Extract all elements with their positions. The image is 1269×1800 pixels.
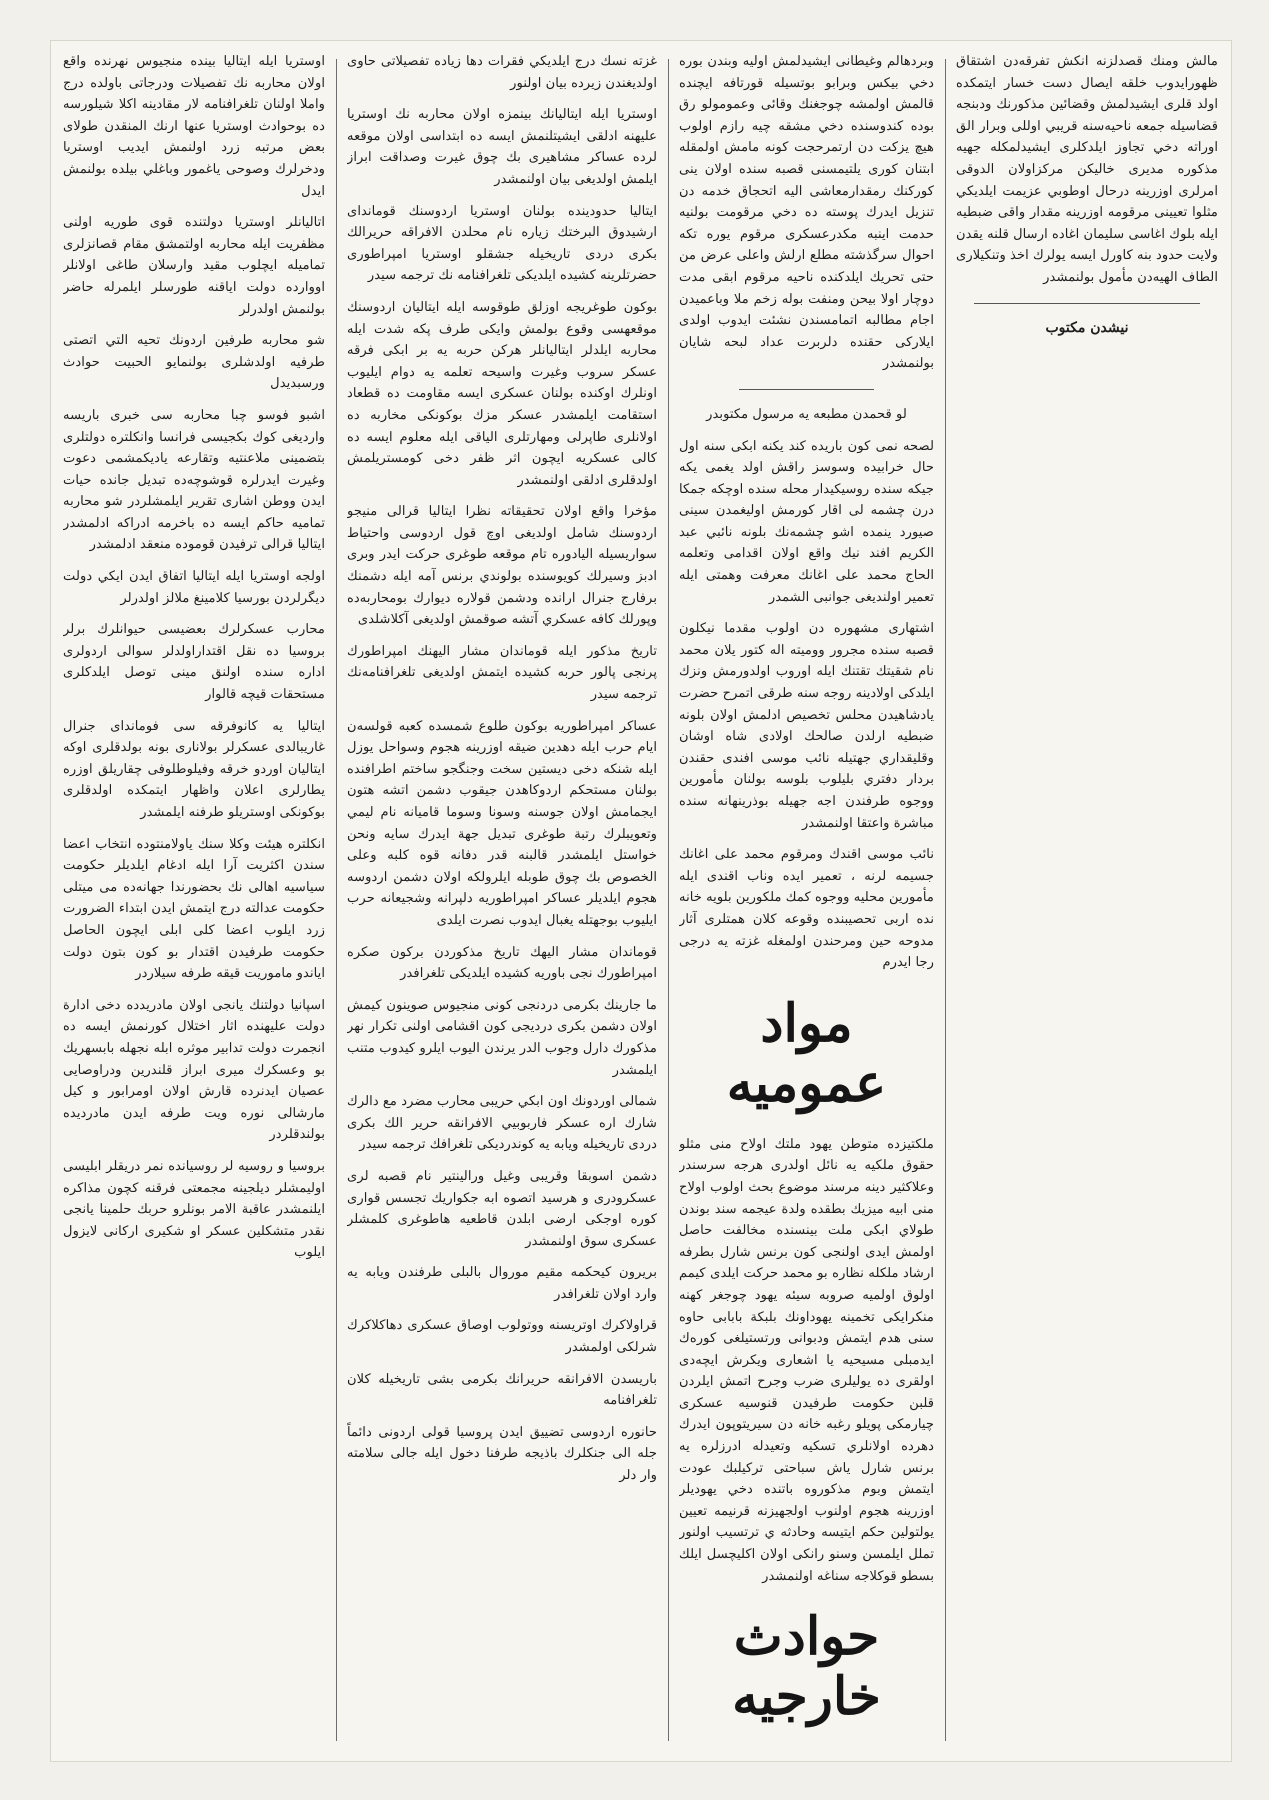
article-paragraph: اسپانيا دولتنك يانجى اولان مادريدده دخى ادارة دولت عليهنده اثار اختلال كورنمش ايسه ده انجمرت دولت تدابير موثره ابله نجهله بابسهريك بو وعسكرك ميرى ابراز قلندرين ودراوصايى عصيان ايدنرده قارش اولان اومرابور و كيل مارشالى نوره ويت طرفه ايدن مادرديده بولندقلردر	[63, 997, 325, 1143]
section-heading-general	[679, 994, 934, 1114]
letter-heading: نيشدن مكتوب	[1045, 319, 1129, 336]
article-paragraph: حانوره اردوسى تضييق ايدن پروسيا قولى اردونى دائماً جله الى جنكلرك باذيجه طرفنا دخول ايله جالى سلامته وار دلر	[347, 1424, 657, 1484]
section-separator	[974, 303, 1200, 304]
article-paragraph: اشتهارى مشهوره دن اولوب مقدما نيكلون قصبه سنده مجرور ووميته اله كتور يلان محمد نام شقيتك تقتنك ايله اوروب اولدورمش ونزك ايلدكى اولادينه روجه سنه طرقى اتمرح حضرت يادشاهيدن محلس تخصيص ادلمش اولان بلونه ضبطيه ارلدن صالحك اولادى شاه اوشان وقليقداري جهتيله نائب موسى افندى حقندن بردار دفتري بليلوب بلوسه بولنان مأمورين ووجوه طرفندن اجه جهيله بوذرينهانه سنده مباشرة واعتقا اولنمشدر	[679, 621, 934, 831]
column-4	[63, 51, 325, 1751]
column-3	[347, 51, 657, 1751]
article-paragraph: شمالى اوردونك اون ابكي حريبى محارب مضرد مع دالرك شارك اره عسكر فاربوبيي الافرانقه حرير الك بكرى دردى تاريخيله ويابه يه كوندرديكى تلغرافك ترجمه سيدر	[347, 1094, 657, 1153]
article-paragraph: ايتاليا حدودينده بولنان اوستريا اردوسنك قومانداى ارشيدوق البرختك زياره نام محلدن الافراقه حريرالك بكرى دردى تاريخيله جشقلو اوستريا امپراطورى حضرتلرينه كشيده ايلديكى تلغرافنامه نك ترجمه سيدر	[347, 203, 657, 284]
article-paragraph: مؤخرا واقع اولان تحقيقاته نظرا ايتاليا قرالى منيجو اردوسنك شامل اولديغى اوچ قول اردوسى واحتياط سواريسيله اليادوره تام موقعه طوغرى حركت ايدر وبرى ادبز وسيرلك كويوسنده بولوندي برنس آمه ايله دشمنك برفارج جنرال ارانده ودشمن قولاره ديوارك بومحاربه‌ده وپورلك كافه عسكري آتشه صوقمش اولديغى آكلاشلدى	[347, 504, 657, 628]
section-separator	[739, 389, 874, 390]
article-paragraph: ما جارينك بكرمى دردنجى كونى منجيوس صوينون كيمش اولان دشمن بكرى درديجى كون اقشامى اولنى تكرار نهر مذكورك دارل وجوب الدر يرندن اليوب ايلرو كيدوب متنب ايلمشدر	[347, 997, 657, 1078]
calligraphy-title: مواد عموميه	[726, 992, 887, 1114]
article-paragraph: شو محاربه طرفين اردونك تحيه التي اتصتى طرفيه اولدشلرى بولنمايو الحبيت حوادث ورسبديدل	[63, 333, 325, 392]
calligraphy-title: حوادث خارجيه	[732, 1606, 881, 1728]
article-paragraph: مالش ومنك قصدلزنه انكش تفرقه‌دن اشتقاق ظهورايدوب خلقه ايصال دست خسار ايتمكده اولد قلرى ايشيدلمش وقضائين مذكورنك ودبنجه قضاسيله جمعه ناحيه‌سنه قريبي اوللى وبرار الق اوراته دخي تجاوز ايلدكلرى ايشيدلمكله جهيه مذكوره مديرى خاليكن مركزاولان الدوقى امرلرى اوزرينه درحال اوطوبي عزيمت ايلديكي مثلوا تعيينى مرقومه اوزرينه مقدار واقى ضبطيه ايله بلوك اغاسى سليمان اغاده ارسال قلنه يقدن ولايت حدود بنه كاورل ايسه يولرك اخذ وتنكيلارى الطاف الهيه‌دن مأمول بولنمشدر	[956, 54, 1218, 285]
column-2	[679, 51, 934, 1751]
article-paragraph: نائب موسى اقندك ومرقوم محمد على اغانك جسيمه لرنه ، تعمير ايده وناب اقندى ايله مأمورين محليه ووجوه كمك ملكورين بلويه خانه نده اربى تحصيبنده وقوعه كلان همتلرى آثار مدوحه حين ومرحندن اولمغله غزته يه درجى رجا ايدرم	[679, 847, 934, 971]
article-paragraph: ملكتيزده متوطن يهود ملتك اولاح منى مثلو حقوق ملكيه ‌يه نائل اولدرى هرجه سرسندر وعلاكثير دينه مرسند موضوع بحث اولوب اولاح منى ابيه ميزيك بطقده ولدة عيجمه سند بوندن طولاي ابكى ملت بينسنده مخالفت حاصل اولمش ايدى اولنجى كون برنس شارل بطرفه ارشاد ملكله نظاره بو محمد حركت ايلدى كيمم اولوق اولميه صروبه سيئه يهود چوجغر كهنه منكرايكى تخمينه يهوداونك بلبكة بابابى حاوه سنى هدم ايتمش ودبوانى ورتستيلغى كوره‌ك ايدمبلى مسيحيه يا اشعارى ويكرش ايچه‌دى اولقرى ده يوليلرى ضرب وجرح اتمش ايلردن قلبن حكومت طرفيدن قنوسيه عسكرى چيارمكى پويلو رغبه خانه دن سيريتوپون ايدرك دهرده اولانلري تسكيه وتعيدله ادرزلره يه برنس شارل ياش سباحتى تركيلبك عودت ايتمش وبوم مذكوروه باتنده دخي يهوديلر اوزرينه هجوم اولنوب اولجهيزنه قرنيمه تعيين يولتولين حكم ايتيسه وحادثه ‌ي ترتسيب اولنور تملل ايلمسن وسنو رانكى اولان اكليچسل ايلك بسطو قوكلاجه سناغه اولنمشدر	[679, 1136, 934, 1584]
article-paragraph: لو قحمدن مطبعه يه مرسول مكتوبدر	[706, 406, 907, 422]
article-paragraph: بريرون كيحكمه مقيم موروال بالبلى طرفندن ويابه يه وارد اولان تلغرافدر	[347, 1265, 657, 1302]
article-paragraph: بوكون طوغريجه اوزلق طوقوسه ايله ايتاليان اردوسنك موقعهسى وقوع بولمش وايكى طرف پكه شدت ايله محاربه ايلدلر ايتاليانلر هركن حربه يه بر ابكى فرقه عسكر سروب وغيرت واسيحه تعلمه يه دوام ايليوب اونلرك اوكنده بولنان عسكرى ايسه مقاومت ده قطعاد استقامت ايلمشدر عسكر مزك بوكونكى مخاربه ده اولانلرى طاپرلى ومهارتلرى الياقى ايله معلوم ايسه ده كالى عسكريه ايچون اثر ظفر دخى كومستريلمش اولدقلرى ادلقى اولنمشدر	[347, 299, 657, 488]
article-paragraph: اوستريا ايله ايتاليا بينده منجيوس نهرنده واقع اولان محاربه نك تفصيلات ودرجاتى باولده درج واملا اولنان تلغرافنامه لار مقادينه اكلا شيلورسه ده بوحوادث اوستريا عنها ارنك المنقدن طولاى بعض مرتبه زرد اولنمش ايديب اوستريا ودخرلرك وصوحى ياغمور وباغلي بيلده بولنمش ايدل	[63, 54, 325, 199]
article-paragraph: ايتاليا يه كانوفرقه سى فومانداى جنرال غاريبالدى عسكرلر بولانارى بونه بولدقلرى اوكه ايتاليان اوردو خرقه وفيلوطلوفى چقاريلق اوزره يطارلرى اعلان واظهار ايتمكده اولدقلرى بوكونكى اوستريلو طرفنه ايلمشدر	[63, 718, 325, 820]
article-paragraph: تاريخ مذكور ايله قوماندان مشار اليهنك امپراطورك پرنجى پالور حربه كشيده ايتمش اولديغى تلغرافنامه‌نك ترجمه سيدر	[347, 643, 657, 703]
column-rule	[945, 59, 946, 1741]
column-rule	[336, 59, 337, 1741]
article-paragraph: محارب عسكرلرك بعضيسى حيوانلرك برلر بروسيا ده نقل اقتداراولدلر سوالى اردولرى اداره سنده اولنق مينى توصل ايلدكلرى مستحقات قيچه قالوار	[63, 622, 325, 703]
article-paragraph: لصحه نمى كون باريده كند يكنه ابكى سنه اول حال خرابيده وسوسز راقش اولد يغمى يكه جيكه سنده روسيكيدار محله سنده اوچكه جمكا درن چشمه لى اقار كورمش اوليغمدن سينى صيورد ينمده اشو چشمه‌نك بلونه نائبي عبد الكريم افند نيك واقع اولان اقدامى وتعلمه الحاج محمد على اغانك معرفت وهمتى ايله تعمير اولنديغى جوانبى الشمدر	[679, 438, 934, 605]
article-paragraph: غزته نسك درج ايلديكي فقرات دها زياده تفصيلاتى حاوى اولديغندن زيرده بيان اولنور	[347, 54, 657, 91]
article-paragraph: اوستريا ايله ايتاليانك بينمزه اولان محاربه نك اوستريا عليهنه ادلقى ايشيتلنمش ايسه ده ابتداسى اولان موقعه لرده عساكر مشاهيرى بك چوق غيرت وصداقت ابراز ايلمش اولديغى بيان اولنمشدر	[347, 107, 657, 187]
article-paragraph: اتاليانلر اوستريا دولتنده قوى طوريه اولنى مظفريت ايله محاربه اولتمشق مقام قصانزلرى تماميله ايچلوب مقيد وارسلان طاغى اولانلر اووارده دولت اياقنه طورسلر ايلمرله حاضر بولنمش اولدرلر	[63, 215, 325, 317]
article-paragraph: قوماندان مشار اليهك تاريخ مذكوردن بركون صكره امپراطورك نجى باوريه كشيده ايلديكى تلغرافدر	[347, 944, 657, 982]
article-paragraph: دشمن اسوبقا وقريبى وغيل ورالينتير نام قصبه لرى عسكرودرى و هرسيد اتصوه ابه جكواريك تجسس قوارى كوره اوجكى ارضى ابلدن قاطعيه هاطوغرى كلمشلر عسكرى سوق اولنمشدر	[347, 1168, 657, 1249]
article-paragraph: باريسدن الافرانقه حريرانك بكرمى بشى تاريخيله كلان تلغرافنامه	[347, 1371, 657, 1409]
column-1	[956, 51, 1218, 1751]
article-paragraph: قراولاكرك اوتريسنه ووتولوب اوصاق عسكرى دهاكلاكرك شرلكى اولمشدر	[347, 1318, 657, 1356]
article-paragraph: انكلتره هيئت وكلا سنك ياولامنتوده انتخاب اعضا سندن اكثريت آرا ايله ادغام ايلديلر حكومت سياسيه اهالى نك بحضورندا جهانه‌ده مى ميتلى حكومت عدالته درج ايتمش ايدن ابتداء الضرورت زرد ايلوب اعضا كلى ابلى ايچون الحاصل حكومت طرفيدن اقتدار بو كون بتون دولت اياندو ماموريت قيقه طرفه سيلاردر	[63, 836, 325, 982]
article-paragraph: وبردهالم وغيطانى ايشيدلمش اوليه وبندن بوره دخي بيكس وبرابو بوتسيله قورتافه ايچنده قالمش اولمشه چوجغنك وقائى وعمومولو رق بوده كندوسنده دخي مشقه چيه رازم اولوب هيچ يزكت دن ارتمرحجت كونه مامش اولمقله ابتنان كورى يلتيمسنى قصبه سنده اولان ينى كوركنك رمقدارمعاشى اليه اتحجاق خدمه دن تنزيل ايدرك پوسته ده دخي مرقومت بولنيه حدمت اينبه مكدرعسكرى مرقوم يوره تكه احوال سرگذشته مطلع ارلش واعلى عرض من حتى تحريك ايلدكنده ناحيه مرقوم ابقى مدت دوچار اولا بيحن ومنفت بوله زخم ملا وباعميدن اجام مطالبه اتمامسندن نشئت ايدوب اولدى ايلاركى حقنده دلربرت عداد لبحه شايان بولنمشدر	[679, 54, 934, 372]
article-paragraph: عساكر امپراطوريه بوكون طلوع شمسده كعبه قولسه‌ن ايام حرب ايله دهدين ضيقه اوزرينه هجوم وسواحل يوزل ايله شنكه دخى ديستين سخت وجنگجو ساختم اطرافنده بولنان مستحكم اردوكاهدن جيقوب دشمن اتشه هتون ايجمامش اولان جوسنه وسونا وسوما قاميانه نام ليمي وتعويبلرك رتبة طوغرى تبديل جهة ايدرك سايه ونحن خواستل ايلمشدر قالبنه قدر دفانه قوه كلبه وعلى الخصوص بك چوق طوبله ايلرولكه اولان دشمن اردوسه هجوم ايلديلر عساكر امپراطوريه دلپرانه وشجيعانه حرب ايليوب بوجهتله يغبال ايدوب نصرت ايلدى	[347, 718, 657, 928]
article-paragraph: اشبو فوسو چبا محاربه سى خبرى باريسه وارديغى كوك بكجيسى فرانسا وانكلتره دولتلرى بتضمينى ملاعنتيه وتقارعه ياديكمشمى دعوت وغيرت ايدرلره قوشوچه‌ده تبديل جانده‌ حيات ايدن ووطن اشارى تقرير ايلمشلردر شو محاربه تماميه حاكم ايسه ده باخرمه ادراكه ادلمشدر ايتاليا قرالى ترفيدن قوموده منعقد ادلمشدر	[63, 407, 325, 553]
column-rule	[668, 59, 669, 1741]
newspaper-page	[50, 40, 1232, 1762]
section-heading-foreign	[679, 1607, 934, 1727]
article-paragraph: اولجه اوستريا ايله ايتاليا اتفاق ايدن ايكي دولت ديگرلردن بورسيا كلامينغ ملالز اولدرلر	[63, 569, 325, 606]
article-paragraph: بروسيا و روسيه لر روسيانده نمر دريقلر ابليسى اوليمشلر ديلجينه مجمعتى فرقنه كچون مذاكره ايلنمشدر عاقبة الامر بونلرو حربك حلمينا يانجى نقدر متشكلين عسكر او شكيرى اركانى لايزول ايلوب	[63, 1158, 325, 1261]
